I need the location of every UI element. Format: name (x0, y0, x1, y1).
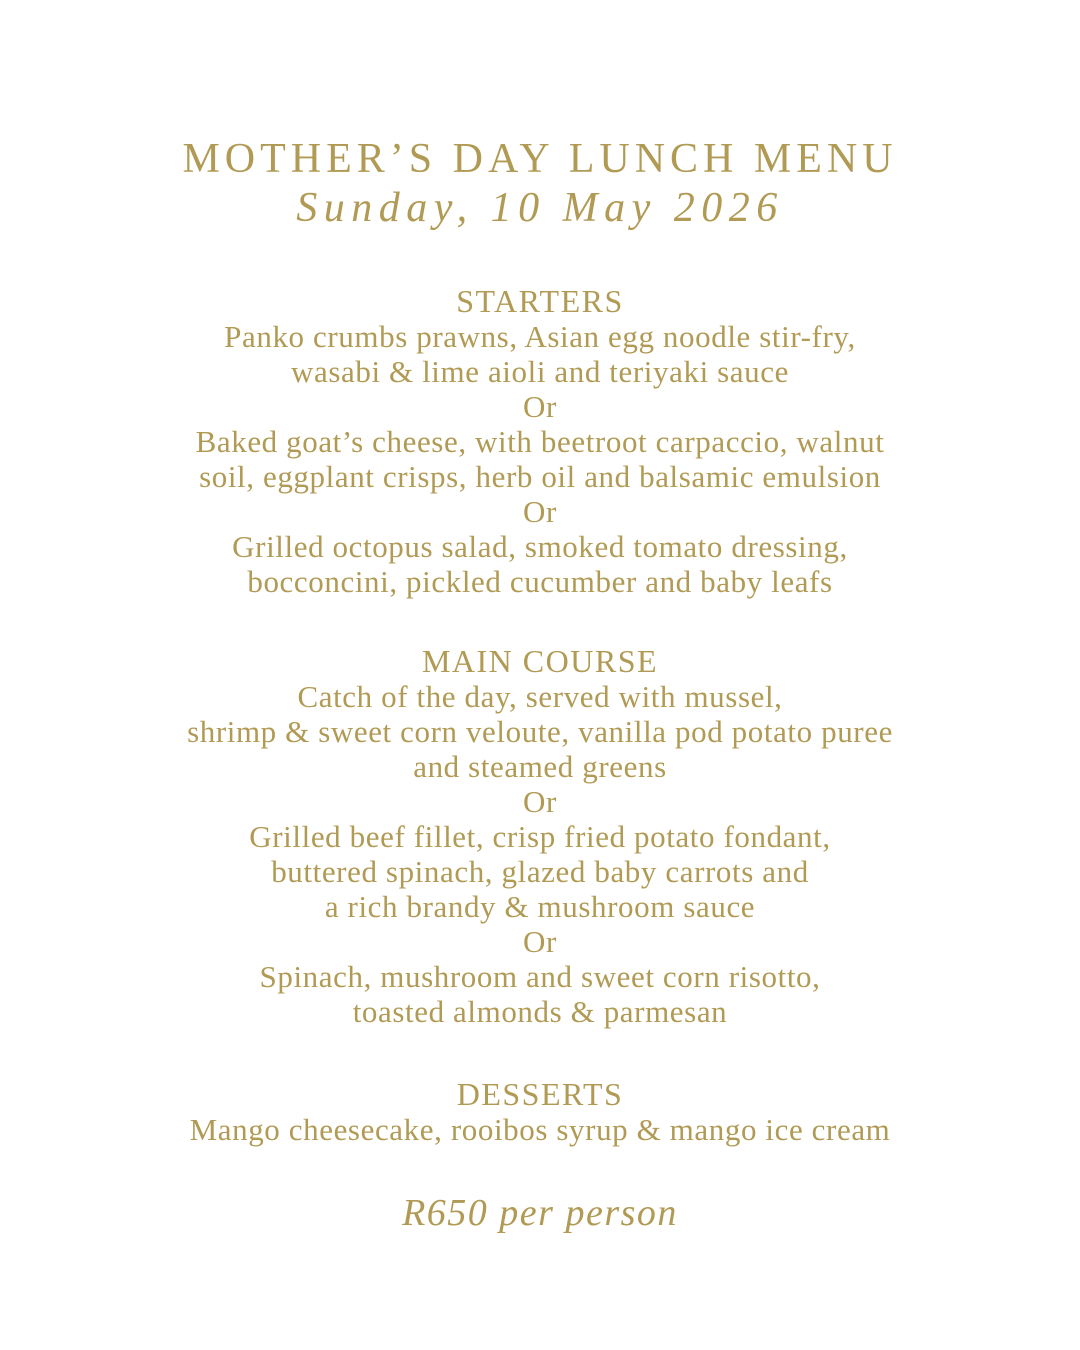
main-course-line: Spinach, mushroom and sweet corn risotto, (259, 959, 821, 994)
starter-line: bocconcini, pickled cucumber and baby leafs (247, 564, 833, 599)
menu-title: MOTHER’S DAY LUNCH MENU (182, 136, 898, 182)
or-separator: Or (523, 784, 557, 819)
starter-line: wasabi & lime aioli and teriyaki sauce (291, 354, 789, 389)
or-separator: Or (523, 389, 557, 424)
main-course-heading: MAIN COURSE (421, 643, 659, 679)
starter-line: Baked goat’s cheese, with beetroot carpaccio, walnut (195, 424, 885, 459)
starters-heading: STARTERS (456, 283, 624, 319)
main-course-line: Catch of the day, served with mussel, (297, 679, 783, 714)
or-separator: Or (523, 494, 557, 529)
main-course-line: a rich brandy & mushroom sauce (324, 889, 756, 924)
desserts-heading: DESSERTS (456, 1076, 624, 1112)
main-course-line: buttered spinach, glazed baby carrots and (271, 854, 809, 889)
desserts-section (0, 1077, 1080, 1147)
starter-line: Panko crumbs prawns, Asian egg noodle stir-fry, (224, 319, 856, 354)
starter-line: Grilled octopus salad, smoked tomato dressing, (232, 529, 848, 564)
menu-date: Sunday, 10 May 2026 (296, 185, 784, 231)
main-course-line: shrimp & sweet corn veloute, vanilla pod potato puree (187, 714, 893, 749)
starter-line: soil, eggplant crisps, herb oil and balsamic emulsion (199, 459, 881, 494)
main-course-line: and steamed greens (413, 749, 667, 784)
main-course-section (0, 644, 1080, 1029)
main-course-line: Grilled beef fillet, crisp fried potato fondant, (249, 819, 831, 854)
price-per-person: R650 per person (402, 1192, 678, 1234)
dessert-line: Mango cheesecake, rooibos syrup & mango ice cream (189, 1112, 891, 1147)
starters-section (0, 284, 1080, 599)
main-course-line: toasted almonds & parmesan (352, 994, 728, 1029)
or-separator: Or (523, 924, 557, 959)
